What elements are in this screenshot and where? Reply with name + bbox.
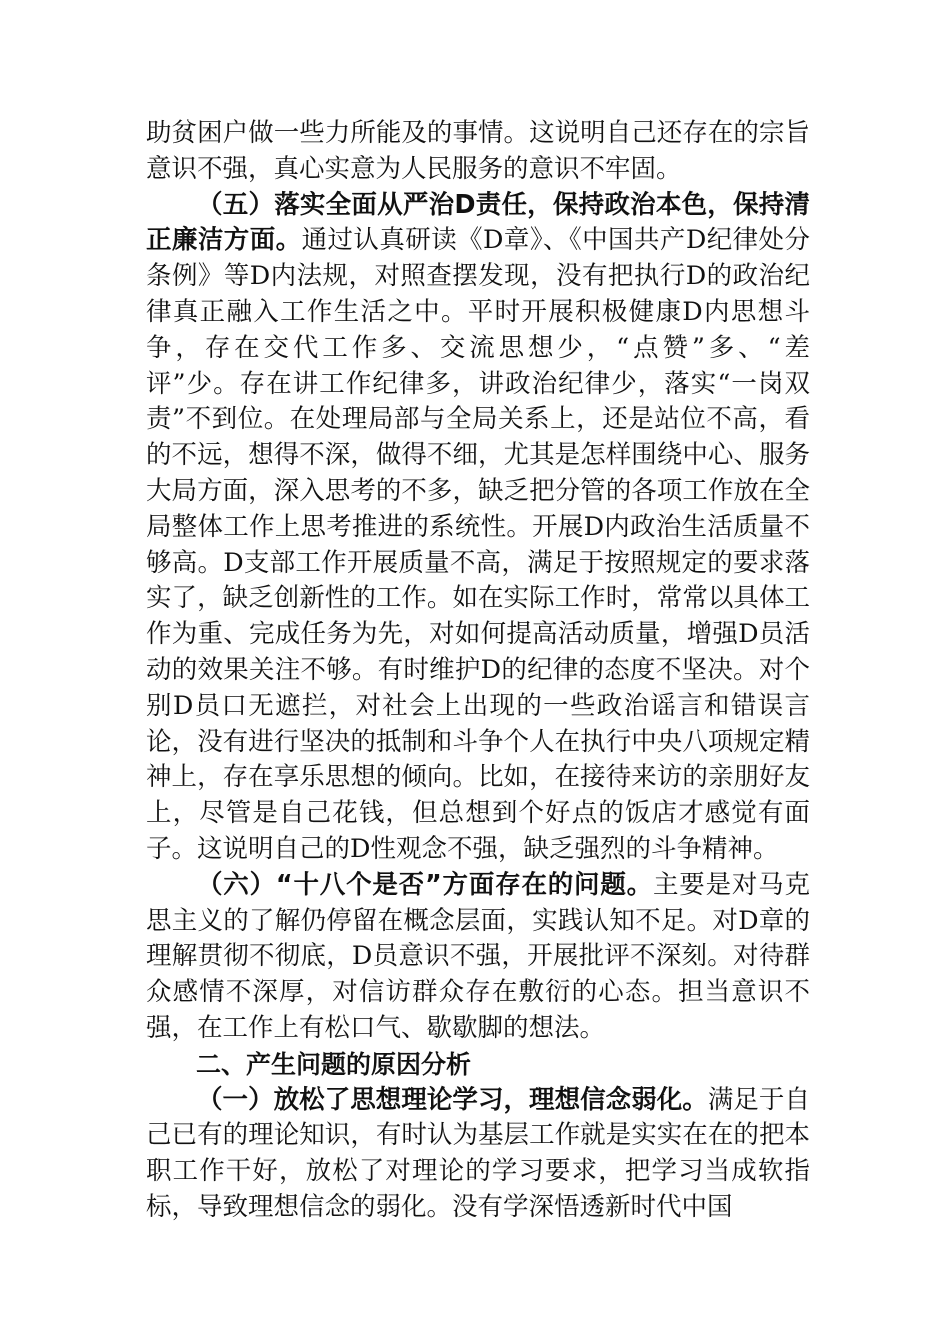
section-heading: 二、产生问题的原因分析 (196, 1049, 472, 1079)
paragraph-text: 通过认真研读《D章》、《中国共产D纪律处分条例》等D内法规，对照查摆发现，没有把执行D的政治纪律真正融入工作生活之中。平时开展积极健康D内思想斗争，存在交代工作多、交流思想少，“点赞”多、“差评”少。存在讲工作纪律多，讲政治纪律少，落实“一岗双责”不到位。在处理局部与全局关系上，还是站位不高，看的不远，想得不深，做得不细，尤其是怎样围绕中心、服务大局方面，深入思考的不多，缺乏把分管的各项工作放在全局整体工作上思考推进的系统性。开展D内政治生活质量不够高。D支部工作开展质量不高，满足于按照规定的要求落实了，缺乏创新性的工作。如在实际工作时，常常以具体工作为重、完成任务为先，对如何提高活动质量，增强D员活动的效果关注不够。有时维护D的纪律的态度不坚决。对个别D员口无遮拦，对社会上出现的一些政治谣言和错误言论，没有进行坚决的抵制和斗争个人在执行中央八项规定精神上，存在享乐思想的倾向。比如，在接待来访的亲朋好友上，尽管是自己花钱，但总想到个好点的饭店才感觉有面子。这说明自己的D性观念不强，缺乏强烈的斗争精神。 (146, 225, 810, 864)
document-page (146, 116, 810, 1226)
paragraph-cause-1 (146, 1083, 810, 1226)
paragraph-text: 满足于自己已有的理论知识，有时认为基层工作就是实实在在的把本职工作干好，放松了对理论的学习要求，把学习当成软指标，导致理想信念的弱化。没有学深悟透新时代中国 (146, 1084, 810, 1222)
paragraph-lead: （六）“十八个是否”方面存在的问题。 (197, 869, 653, 900)
paragraph-section-6 (146, 868, 810, 1047)
paragraph-section-5 (146, 188, 810, 868)
paragraph-text: 主要是对马克思主义的了解仍停留在概念层面，实践认知不足。对D章的理解贯彻不彻底，D员意识不强，开展批评不深刻。对待群众感情不深厚，对信访群众存在敷衍的心态。担当意识不强，在工作上有松口气、歇歇脚的想法。 (146, 869, 810, 1043)
paragraph-text: 助贫困户做一些力所能及的事情。这说明自己还存在的宗旨意识不强，真心实意为人民服务的意识不牢固。 (146, 118, 810, 184)
paragraph-continuation (146, 116, 810, 188)
paragraph-lead: （五）落实全面从严治D责任，保持政治本色，保持清正廉洁方面。 (146, 189, 810, 256)
paragraph-lead: （一）放松了思想理论学习，理想信念弱化。 (197, 1084, 708, 1115)
